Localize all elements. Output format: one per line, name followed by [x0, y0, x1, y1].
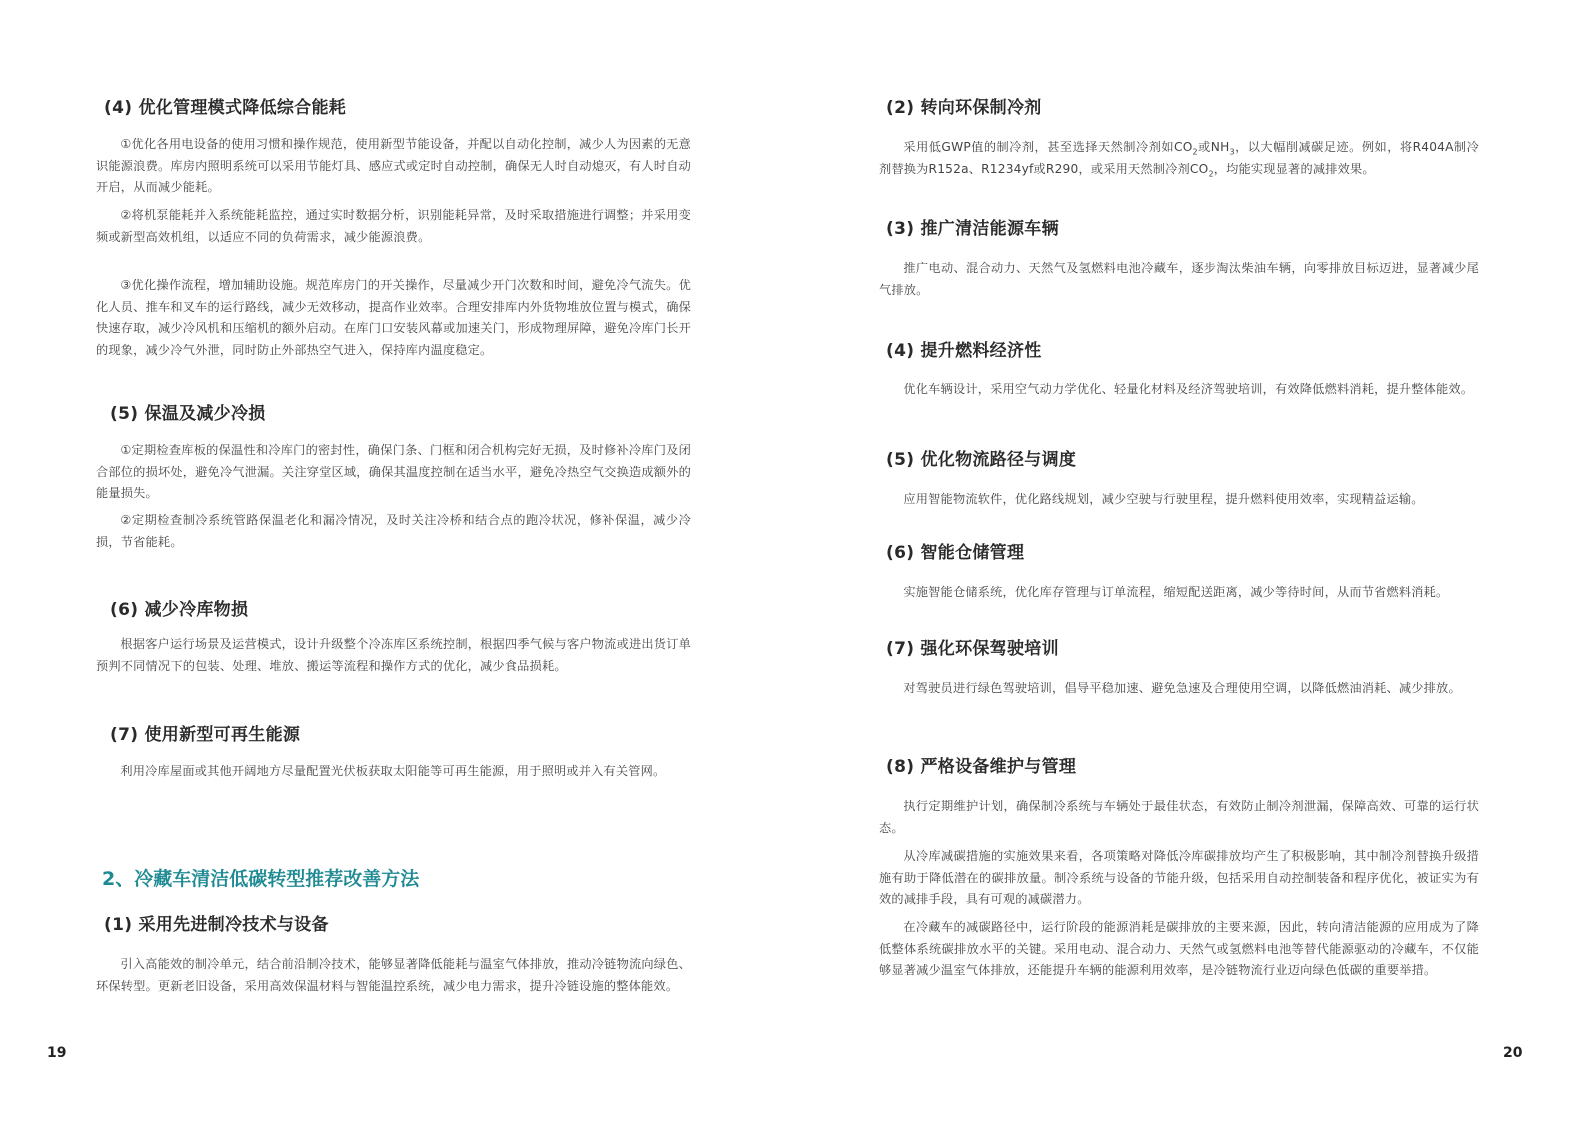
paragraph-insulation-1: ①定期检查库板的保温性和冷库门的密封性，确保门条、门框和闭合机构完好无损，及时修补冷库门及闭合部位的损坏处，避免冷气泄漏。关注穿堂区域，确保其温度控制在适当水平，避免冷热空气交换造成额外的能量损失。	[96, 443, 691, 500]
paragraph-management-3: ③优化操作流程，增加辅助设施。规范库房门的开关操作，尽量减少开门次数和时间，避免冷气流失。优化人员、推车和叉车的运行路线，减少无效移动，提高作业效率。合理安排库内外货物堆放位置与模式，确保快速存取，减少冷风机和压缩机的额外启动。在库门口安装风幕或加速关门，形成物理屏障，避免冷库门长开的现象，减少冷气外泄，同时防止外部热空气进入，保持库内温度稳定。	[96, 278, 691, 357]
paragraph-reduce-loss: 根据客户运行场景及运营模式，设计升级整个冷冻库区系统控制，根据四季气候与客户物流或进出货订单预判不同情况下的包装、处理、堆放、搬运等流程和操作方式的优化，减少食品损耗。	[96, 637, 691, 673]
right-page	[793, 0, 1587, 1122]
paragraph-maintenance-3: 在冷藏车的减碳路径中，运行阶段的能源消耗是碳排放的主要来源，因此，转向清洁能源的应用成为了降低整体系统碳排放水平的关键。采用电动、混合动力、天然气或氢燃料电池等替代能源驱动的冷藏车，不仅能够显著减少温室气体排放，还能提升车辆的能源利用效率，是冷链物流行业迈向绿色低碳的重要举措。	[879, 920, 1479, 977]
page-number: 19	[47, 1045, 67, 1061]
paragraph-fuel-economy: 优化车辆设计，采用空气动力学优化、轻量化材料及经济驾驶培训，有效降低燃料消耗，提升整体能效。	[903, 382, 1474, 396]
paragraph-renewable-energy: 利用冷库屋面或其他开阔地方尽量配置光伏板获取太阳能等可再生能源，用于照明或并入有关管网。	[120, 764, 666, 778]
subscript-3: 3	[1229, 147, 1235, 157]
heading-eco-driving: (7) 强化环保驾驶培训	[886, 639, 1059, 659]
heading-equipment-maintenance: (8) 严格设备维护与管理	[886, 757, 1077, 777]
page-number: 20	[1503, 1045, 1523, 1061]
left-page	[0, 0, 793, 1122]
heading-reduce-loss: (6) 减少冷库物损	[110, 600, 249, 620]
paragraph-maintenance-1: 执行定期维护计划，确保制冷系统与车辆处于最佳状态，有效防止制冷剂泄漏，保障高效、可靠的运行状态。	[879, 799, 1479, 835]
heading-clean-energy-vehicles: (3) 推广清洁能源车辆	[886, 219, 1059, 239]
paragraph-maintenance-2: 从冷库减碳措施的实施效果来看，各项策略对降低冷库碳排放均产生了积极影响，其中制冷剂替换升级措施有助于降低潜在的碳排放量。制冷系统与设备的节能升级，包括采用自动控制装备和程序优化，被证实为有效的减排手段，具有可观的减碳潜力。	[879, 849, 1479, 906]
paragraph-management-1: ①优化各用电设备的使用习惯和操作规范，使用新型节能设备，并配以自动化控制，减少人为因素的无意识能源浪费。库房内照明系统可以采用节能灯具、感应式或定时自动控制，确保无人时自动熄灭，有人时自动开启，从而减少能耗。	[96, 137, 691, 194]
heading-renewable-energy: (7) 使用新型可再生能源	[110, 725, 301, 745]
refrigerant-text-2: 或NH	[1197, 140, 1230, 154]
subscript-2: 2	[1192, 147, 1198, 157]
paragraph-smart-storage: 实施智能仓储系统，优化库存管理与订单流程，缩短配送距离，减少等待时间，从而节省燃料消耗。	[903, 585, 1449, 599]
heading-advanced-refrigeration: (1) 采用先进制冷技术与设备	[104, 915, 329, 935]
heading-optimize-management: (4) 优化管理模式降低综合能耗	[104, 98, 347, 118]
paragraph-advanced-refrigeration: 引入高能效的制冷单元，结合前沿制冷技术，能够显著降低能耗与温室气体排放，推动冷链物流向绿色、环保转型。更新老旧设备，采用高效保温材料与智能温控系统，减少电力需求，提升冷链设施的整体能效。	[96, 957, 691, 993]
section-title-refrigerated-trucks: 2、冷藏车清洁低碳转型推荐改善方法	[102, 868, 420, 890]
paragraph-clean-energy-vehicles: 推广电动、混合动力、天然气及氢燃料电池冷藏车，逐步淘汰柴油车辆，向零排放目标迈进，显著减少尾气排放。	[879, 261, 1479, 297]
subscript-2b: 2	[1208, 168, 1214, 178]
paragraph-logistics-route: 应用智能物流软件，优化路线规划，减少空驶与行驶里程，提升燃料使用效率，实现精益运输。	[903, 492, 1424, 506]
heading-logistics-route: (5) 优化物流路径与调度	[886, 450, 1077, 470]
refrigerant-text-3: ，以大幅削减碳足迹。例如，将R404A制冷剂替换为R152a、R1234yf或R290，或采用天然制冷剂CO	[879, 140, 1479, 176]
refrigerant-text-4: ，均能实现显著的减排效果。	[1213, 161, 1375, 176]
paragraph-management-2: ②将机泵能耗并入系统能耗监控，通过实时数据分析，识别能耗异常，及时采取措施进行调整；并采用变频或新型高效机组，以适应不同的负荷需求，减少能源浪费。	[96, 208, 691, 244]
heading-fuel-economy: (4) 提升燃料经济性	[886, 341, 1042, 361]
paragraph-eco-driving: 对驾驶员进行绿色驾驶培训，倡导平稳加速、避免急速及合理使用空调，以降低燃油消耗、减少排放。	[903, 681, 1461, 695]
heading-smart-storage: (6) 智能仓储管理	[886, 543, 1025, 563]
paragraph-insulation-2: ②定期检查制冷系统管路保温老化和漏冷情况，及时关注冷桥和结合点的跑冷状况，修补保温，减少冷损，节省能耗。	[96, 513, 691, 549]
heading-eco-refrigerant: (2) 转向环保制冷剂	[886, 98, 1042, 118]
heading-insulation: (5) 保温及减少冷损	[110, 404, 266, 424]
refrigerant-text-1: 采用低GWP值的制冷剂，甚至选择天然制冷剂如CO	[903, 140, 1193, 154]
paragraph-eco-refrigerant	[879, 137, 1479, 180]
